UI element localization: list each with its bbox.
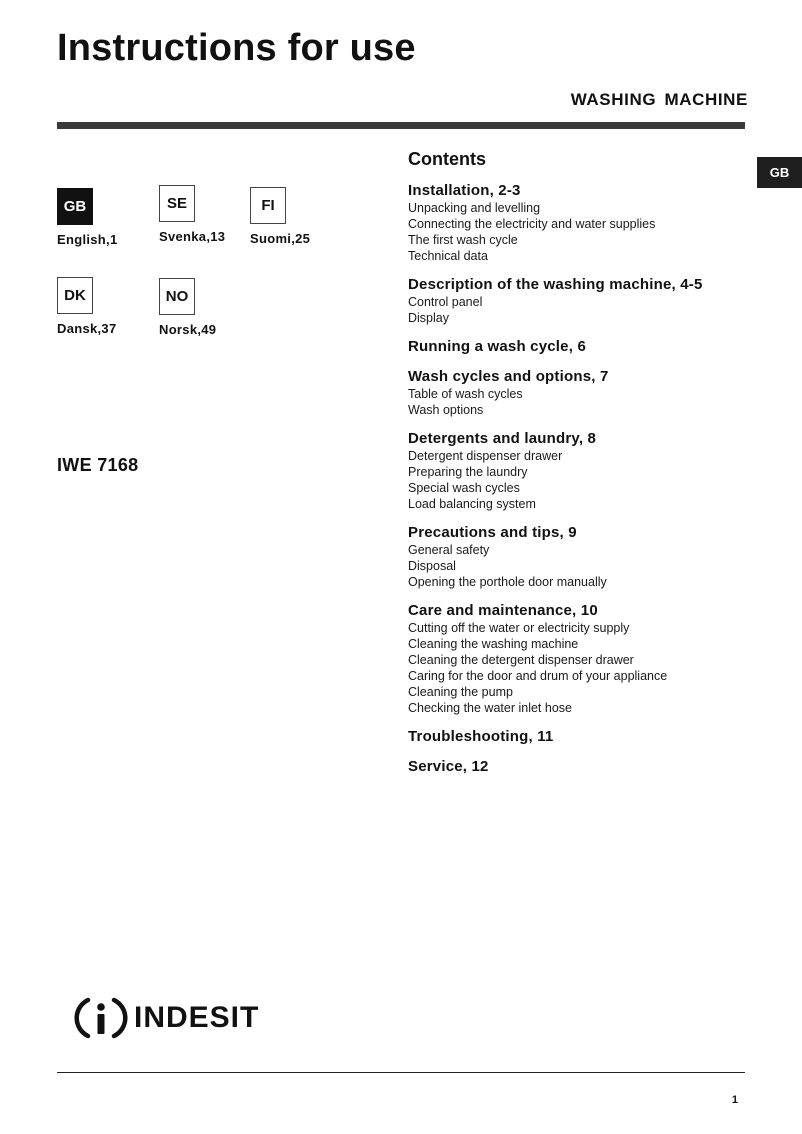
section-item-list (408, 386, 758, 418)
model-number: IWE 7168 (57, 455, 139, 475)
language-option[interactable] (159, 185, 249, 244)
list-item: Special wash cycles (408, 481, 520, 495)
list-item: Caring for the door and drum of your appliance (408, 669, 668, 683)
brand-logo (74, 994, 259, 1042)
list-item: Disposal (408, 559, 456, 573)
contents-section (408, 275, 758, 326)
list-item: Cleaning the detergent dispenser drawer (408, 653, 634, 667)
language-label: Svenka,13 (159, 229, 226, 244)
language-code-box: NO (159, 278, 195, 315)
page-number: 1 (731, 1094, 738, 1106)
list-item: Cleaning the pump (408, 685, 513, 699)
language-code-box: DK (57, 277, 93, 314)
contents-section (408, 601, 758, 716)
list-item: Unpacking and levelling (408, 201, 541, 215)
list-item: Preparing the laundry (408, 465, 528, 479)
language-code-box: SE (159, 185, 195, 222)
contents-section (408, 181, 758, 264)
language-code-box: FI (250, 187, 286, 224)
section-title: Service, 12 (408, 758, 489, 775)
contents-section (408, 523, 758, 590)
section-title: Running a wash cycle, 6 (408, 338, 586, 355)
section-item-list (408, 200, 758, 264)
list-item: Opening the porthole door manually (408, 575, 607, 589)
contents-section (408, 337, 758, 356)
page-title: Instructions for use (57, 27, 416, 69)
logo-wordmark: INDESIT (134, 1001, 260, 1034)
contents-section (408, 757, 758, 776)
language-option[interactable] (57, 188, 147, 247)
section-item-list (408, 448, 758, 512)
section-item-list (408, 294, 758, 326)
language-option[interactable] (57, 277, 147, 336)
language-option[interactable] (159, 278, 249, 337)
list-item: Wash options (408, 403, 484, 417)
header-rule (57, 122, 745, 129)
section-item-list (408, 542, 758, 590)
section-title: Installation, 2-3 (408, 182, 521, 199)
section-title: Detergents and laundry, 8 (408, 430, 597, 447)
list-item: General safety (408, 543, 490, 557)
list-item: Load balancing system (408, 497, 536, 511)
list-item: Cleaning the washing machine (408, 637, 579, 651)
section-title: Description of the washing machine, 4-5 (408, 276, 703, 293)
list-item: Table of wash cycles (408, 387, 523, 401)
contents-section (408, 367, 758, 418)
contents-section (408, 727, 758, 746)
list-item: Detergent dispenser drawer (408, 449, 563, 463)
language-label: Dansk,37 (57, 321, 117, 336)
list-item: Connecting the electricity and water supplies (408, 217, 656, 231)
list-item: Cutting off the water or electricity supply (408, 621, 630, 635)
list-item: Checking the water inlet hose (408, 701, 572, 715)
language-code-box: GB (57, 188, 93, 225)
language-label: English,1 (57, 232, 118, 247)
contents-section (408, 429, 758, 512)
language-side-tab: GB (757, 157, 802, 188)
table-of-contents (408, 148, 758, 787)
language-label: Suomi,25 (250, 231, 311, 246)
contents-heading: Contents (408, 149, 486, 169)
indesit-logo-icon (74, 994, 128, 1042)
section-title: Care and maintenance, 10 (408, 602, 598, 619)
language-option[interactable] (250, 187, 340, 246)
list-item: Technical data (408, 249, 488, 263)
page-subtitle: WASHING MACHINE (570, 90, 748, 109)
list-item: The first wash cycle (408, 233, 518, 247)
language-label: Norsk,49 (159, 322, 217, 337)
list-item: Display (408, 311, 449, 325)
list-item: Control panel (408, 295, 483, 309)
section-title: Troubleshooting, 11 (408, 728, 554, 745)
footer-rule (57, 1072, 745, 1073)
section-item-list (408, 620, 758, 716)
section-title: Wash cycles and options, 7 (408, 368, 609, 385)
section-title: Precautions and tips, 9 (408, 524, 577, 541)
